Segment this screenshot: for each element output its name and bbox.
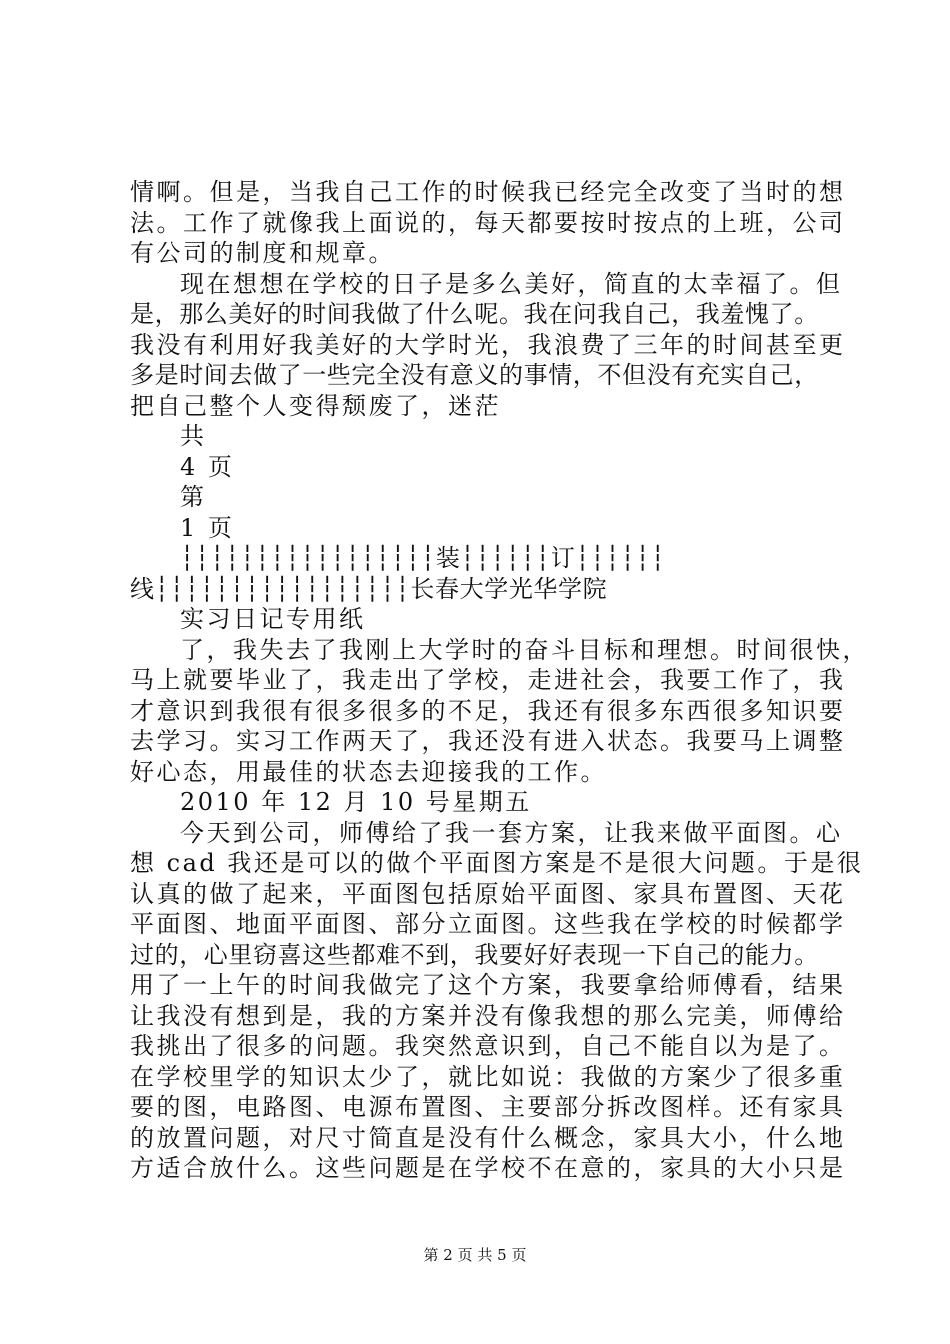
text-line: 有公司的制度和规章。 (130, 239, 395, 267)
text-line: 的放置问题，对尺寸简直是没有什么概念，家具大小，什么地 (130, 1123, 846, 1152)
binding-line: 线┆┆┆┆┆┆┆┆┆┆┆┆┆┆┆┆┆长春大学光华学院 (130, 574, 608, 603)
text-line: 是，那么美好的时间我做了什么呢。我在问我自己，我羞愧了。 (130, 300, 819, 328)
text-line: 了，我失去了我刚上大学时的奋斗目标和理想。时间很快， (180, 635, 869, 664)
text-line: 方适合放什么。这些问题是在学校不在意的，家具的大小只是 (130, 1154, 846, 1182)
text-line: 法。工作了就像我上面说的，每天都要按时按点的上班，公司 (130, 208, 846, 237)
text-line: 好心态，用最佳的状态去迎接我的工作。 (130, 757, 607, 786)
text-line: 我没有利用好我美好的大学时光，我浪费了三年的时间甚至更 (130, 330, 846, 359)
text-line: 用了一上午的时间我做完了这个方案，我要拿给师傅看，结果 (130, 971, 846, 999)
binding-line: ┆┆┆┆┆┆┆┆┆┆┆┆┆┆┆┆┆装┆┆┆┆┆┆订┆┆┆┆┆┆ (180, 544, 666, 572)
page-footer: 第 2 页 共 5 页 (423, 1246, 527, 1264)
text-line: 认真的做了起来，平面图包括原始平面图、家具布置图、天花 (130, 879, 846, 908)
text-line: 共 (180, 422, 207, 450)
text-line: 今天到公司，师傅给了我一套方案，让我来做平面图。心 (180, 818, 843, 847)
text-line: 实习日记专用纸 (180, 605, 366, 633)
text-line: 在学校里学的知识太少了，就比如说：我做的方案少了很多重 (130, 1062, 846, 1091)
document-body (130, 177, 869, 1184)
text-line: 过的，心里窃喜这些都难不到，我要好好表现一下自己的能力。 (130, 940, 819, 969)
text-line: 现在想想在学校的日子是多么美好，简直的太幸福了。但 (180, 269, 843, 298)
text-line: 让我没有想到是，我的方案并没有像我想的那么完美，师傅给 (130, 1001, 846, 1030)
text-line: 1 页 (180, 513, 235, 542)
text-line: 多是时间去做了一些完全没有意义的事情，不但没有充实自己， (130, 361, 819, 389)
text-line: 才意识到我很有很多很多的不足，我还有很多东西很多知识要 (130, 696, 846, 725)
text-line: 第 (180, 483, 207, 511)
text-line: 马上就要毕业了，我走出了学校，走进社会，我要工作了，我 (130, 666, 846, 694)
text-line: 4 页 (180, 452, 235, 481)
text-line: 我挑出了很多的问题。我突然意识到，自己不能自以为是了。 (130, 1032, 846, 1060)
text-line: 平面图、地面平面图、部分立面图。这些我在学校的时候都学 (130, 910, 846, 938)
text-line: 把自己整个人变得颓废了，迷茫 (130, 391, 501, 420)
text-line: 去学习。实习工作两天了，我还没有进入状态。我要马上调整 (130, 727, 846, 755)
text-line: 想 cad 我还是可以的做个平面图方案是不是很大问题。于是很 (130, 849, 864, 877)
text-line: 要的图，电路图、电源布置图、主要部分拆改图样。还有家具 (130, 1093, 846, 1121)
text-line: 情啊。但是，当我自己工作的时候我已经完全改变了当时的想 (130, 178, 846, 206)
date-line: 2010 年 12 月 10 号星期五 (180, 788, 532, 816)
